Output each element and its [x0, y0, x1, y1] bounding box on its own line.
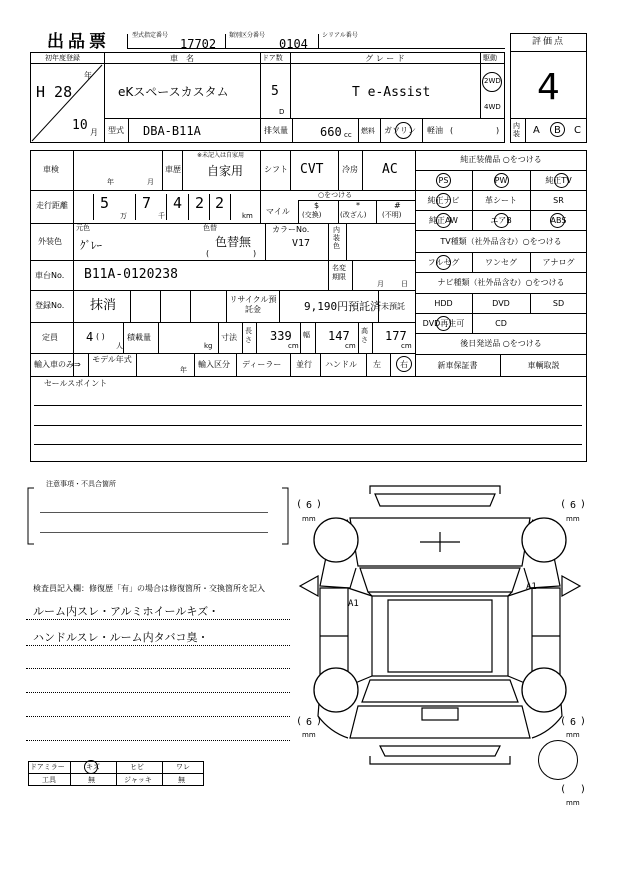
repaint-paren-open: ( [206, 249, 210, 258]
history-label: 車歴 [165, 165, 181, 174]
capacity-paren: ( ) [96, 332, 105, 341]
tread-front-left: 6 [306, 500, 313, 511]
inspector-note-line-1: ルーム内スレ・アルミホイールキズ・ [33, 605, 220, 618]
spare-tire [538, 740, 578, 780]
equip-genuine-tv: 純正TV [545, 176, 572, 185]
cooler-label: 冷房 [342, 165, 358, 174]
mileage-unknown: (不明) [382, 211, 402, 219]
drive-label: 駆動 [483, 54, 497, 62]
serial-label: シリアル番号 [322, 32, 358, 39]
import-dealer: ディーラー [242, 360, 282, 369]
model-year-unit: 年 [180, 366, 187, 374]
model-type-label: 型式 [108, 126, 124, 135]
equip-airbag: エアB [490, 216, 512, 225]
capacity-value: 4 [86, 330, 94, 344]
mileage-digit-1: 5 [100, 194, 110, 212]
mileage-digit-4: 2 [195, 194, 205, 212]
ext-color-label: 外装色 [38, 237, 62, 246]
chassis-value: B11A-0120238 [84, 267, 178, 282]
tread-rear-right-mm: mm [566, 731, 580, 739]
import-label: 輸入車のみ⇒ [34, 360, 81, 369]
inspection-label: 車検 [43, 165, 59, 174]
later-manual: 車輌取説 [527, 361, 560, 370]
repaint-paren-close: ) [253, 249, 257, 258]
grade-value: T e-Assist [352, 85, 431, 100]
tread-rear-right: 6 [570, 717, 577, 728]
jack-label: ジャッキ [124, 776, 152, 784]
navi-dvd: DVD [492, 299, 510, 308]
navi-cd: CD [495, 319, 507, 328]
mileage-exchanged: (交換) [302, 211, 322, 219]
tread-spare-close: ) [580, 784, 587, 795]
model-year-label: モデル年式 [92, 355, 132, 364]
jack-value: 無 [178, 776, 185, 784]
drive-2wd: 2WD [484, 77, 501, 85]
height-value: 177 [385, 329, 407, 343]
shift-value: CVT [300, 162, 324, 177]
equip-ps: PS [438, 176, 449, 185]
transfer-month-unit: 月 [377, 280, 384, 288]
first-reg-year: H 28 [36, 83, 73, 101]
tools-label: 工具 [42, 776, 56, 784]
mirror-hairline-crack: ヒビ [130, 763, 144, 771]
inspection-month-unit: 月 [147, 178, 154, 186]
score-value: 4 [537, 67, 560, 108]
first-reg-label: 初年度登録 [45, 54, 80, 62]
equip-pw: PW [494, 176, 508, 185]
tread-rear-left-open: ( [296, 716, 303, 727]
handle-right: 右 [400, 360, 408, 369]
color-no-value: V17 [292, 238, 311, 249]
mirror-scratch: キズ [86, 763, 100, 771]
tv-analog: アナログ [542, 258, 575, 267]
door-suffix: D [279, 108, 285, 116]
interior-a: A [533, 125, 540, 136]
navi-hdd: HDD [434, 299, 453, 308]
model-no-value: 17702 [180, 37, 217, 51]
car-name-value: eKスペースカスタム [118, 85, 229, 99]
displacement-label: 排気量 [264, 126, 288, 135]
score-label: 評価点 [531, 37, 565, 47]
door-mirror-label: ドアミラー [30, 763, 65, 771]
tv-oneseg: ワンセグ [485, 258, 517, 267]
interior-b-circle [550, 122, 565, 137]
length-value: 339 [270, 329, 292, 343]
mileage-tampered: (改ざん) [340, 211, 367, 219]
tread-front-left-close: ) [316, 499, 323, 510]
displacement-value: 660 [320, 125, 342, 139]
km-unit: km [242, 212, 253, 220]
first-reg-month: 10 [72, 118, 88, 133]
height-label: 高さ [361, 327, 368, 344]
load-label: 積載量 [127, 333, 151, 342]
mileage-unit-sen: 千 [158, 212, 165, 220]
dims-label: 寸法 [221, 333, 237, 342]
interior-color-label: 内装色 [333, 226, 340, 250]
mileage-digit-2: 7 [142, 194, 152, 212]
recycle-label: リサイクル預託金 [229, 295, 277, 314]
category-label: 類別区分番号 [229, 32, 266, 39]
navi-type-label: ナビ種類（社外品含む）○をつける [437, 278, 565, 287]
sales-point-label: セールスポイント [44, 379, 108, 388]
interior-b: B [554, 125, 561, 136]
tread-rear-left-close: ) [316, 716, 323, 727]
fuel-gasoline: ガソリン [384, 126, 416, 135]
tread-rear-right-open: ( [560, 716, 567, 727]
import-class-label: 輸入区分 [198, 360, 230, 369]
notes-label: 注意事項・不具合箇所 [46, 480, 116, 488]
form-title: 出品票 [47, 32, 110, 52]
mileage-label: 走行距離 [36, 201, 68, 210]
later-warranty: 新車保証書 [437, 361, 478, 370]
length-cm: cm [288, 342, 299, 350]
mileage-unit-man: 万 [120, 212, 127, 220]
mileage-star: * [356, 201, 360, 210]
orig-color-label: 元色 [76, 224, 90, 232]
inspection-year-unit: 年 [107, 178, 114, 186]
mileage-hash: # [394, 201, 401, 210]
drive-4wd: 4WD [484, 103, 501, 111]
color-no-label: カラーNo. [272, 225, 310, 234]
mileage-dollar: $ [314, 201, 320, 210]
ext-color-value: ｸﾞﾚｰ [80, 239, 102, 252]
tread-front-right-mm: mm [566, 515, 580, 523]
fuel-diesel: 軽油 [427, 126, 443, 135]
model-type-value: DBA-B11A [143, 124, 201, 138]
cooler-value: AC [382, 162, 398, 177]
capacity-label: 定員 [42, 333, 58, 342]
tread-front-right: 6 [570, 500, 577, 511]
reg-value: 抹消 [90, 298, 117, 313]
kg-unit: kg [204, 342, 213, 350]
recycle-unpaid: 未預託 [381, 302, 405, 311]
shift-label: シフト [264, 165, 288, 174]
length-label: 長さ [245, 327, 252, 344]
interior-c: C [574, 125, 581, 136]
year-unit: 年 [84, 71, 92, 80]
tread-rear-left-mm: mm [302, 731, 316, 739]
reg-label: 登録No. [35, 301, 65, 310]
navi-sd: SD [552, 299, 565, 308]
transfer-deadline-label: 名変期限 [332, 264, 346, 281]
import-parallel: 並行 [296, 360, 312, 369]
width-value: 147 [328, 329, 350, 343]
mileage-digit-5: 2 [215, 194, 225, 212]
tread-rear-left: 6 [306, 717, 313, 728]
handle-right-circle [396, 356, 412, 372]
later-ship-label: 後日発送品 ○をつける [460, 339, 542, 348]
equip-sunroof: SR [553, 196, 564, 205]
car-diagram [290, 476, 590, 776]
doors-label: ドア数 [262, 54, 283, 62]
fuel-other-open: ( [450, 126, 454, 135]
tv-fullseg: フルセグ [427, 258, 460, 267]
tread-front-right-close: ) [580, 499, 587, 510]
notes-bracket [26, 486, 290, 546]
person-unit: 人 [116, 342, 123, 350]
tread-rear-right-close: ) [580, 716, 587, 727]
inspector-note-line-2: ハンドルスレ・ルーム内タバコ臭・ [33, 631, 209, 644]
interior-label: 内装 [513, 122, 520, 138]
repaint-value: 色替無 [215, 235, 252, 249]
equip-abs: ABS [550, 216, 567, 225]
cc-unit: cc [344, 131, 352, 139]
drive-2wd-circle [482, 72, 502, 92]
repaint-label: 色替 [203, 224, 217, 232]
equip-genuine-navi: 純正ナビ [427, 196, 460, 205]
fuel-gasoline-circle [395, 122, 412, 139]
equip-leather-seat: 革シート [485, 196, 517, 205]
damage-mark-right: A1 [526, 582, 537, 592]
car-name-label: 車 名 [170, 54, 194, 63]
unregistered-note: ※未記入は自家用 [197, 152, 245, 159]
month-unit: 月 [90, 128, 98, 137]
grade-label: グ レ ー ド [365, 54, 405, 63]
genuine-equip-label: 純正装備品 ○をつける [460, 155, 542, 164]
equip-genuine-aw: 純正AW [429, 216, 458, 225]
width-label: 幅 [303, 331, 310, 339]
recycle-value: 9,190円預託済 [304, 300, 382, 313]
height-cm: cm [401, 342, 412, 350]
tread-spare-mm: mm [566, 799, 580, 807]
mileage-digit-3: 4 [173, 194, 183, 212]
mile-label: マイル [266, 207, 290, 216]
doors-value: 5 [271, 84, 279, 99]
width-cm: cm [345, 342, 356, 350]
inspector-note-label: 検査員記入欄：修復歴「有」の場合は修復箇所・交換箇所を記入 [33, 584, 265, 593]
tread-front-right-open: ( [560, 499, 567, 510]
handle-left: 左 [373, 360, 381, 369]
tread-spare-open: ( [560, 784, 567, 795]
chassis-label: 車台No. [35, 271, 65, 280]
fuel-label: 燃料 [361, 127, 375, 135]
category-value: 0104 [279, 37, 308, 51]
history-value: 自家用 [207, 164, 244, 178]
mileage-tick-note: ○をつける [318, 191, 353, 199]
mirror-crack: ワレ [176, 763, 190, 771]
tv-type-label: TV種類（社外品含む）○をつける [440, 237, 562, 246]
tools-value: 無 [88, 776, 95, 784]
damage-mark-left: A1 [348, 599, 359, 609]
tread-front-left-open: ( [296, 499, 303, 510]
handle-label: ハンドル [325, 360, 357, 369]
fuel-other-close: ) [496, 126, 500, 135]
tread-front-left-mm: mm [302, 515, 316, 523]
model-no-label: 型式指定番号 [132, 32, 169, 39]
navi-dvd-playback: DVD再生可 [422, 319, 465, 328]
